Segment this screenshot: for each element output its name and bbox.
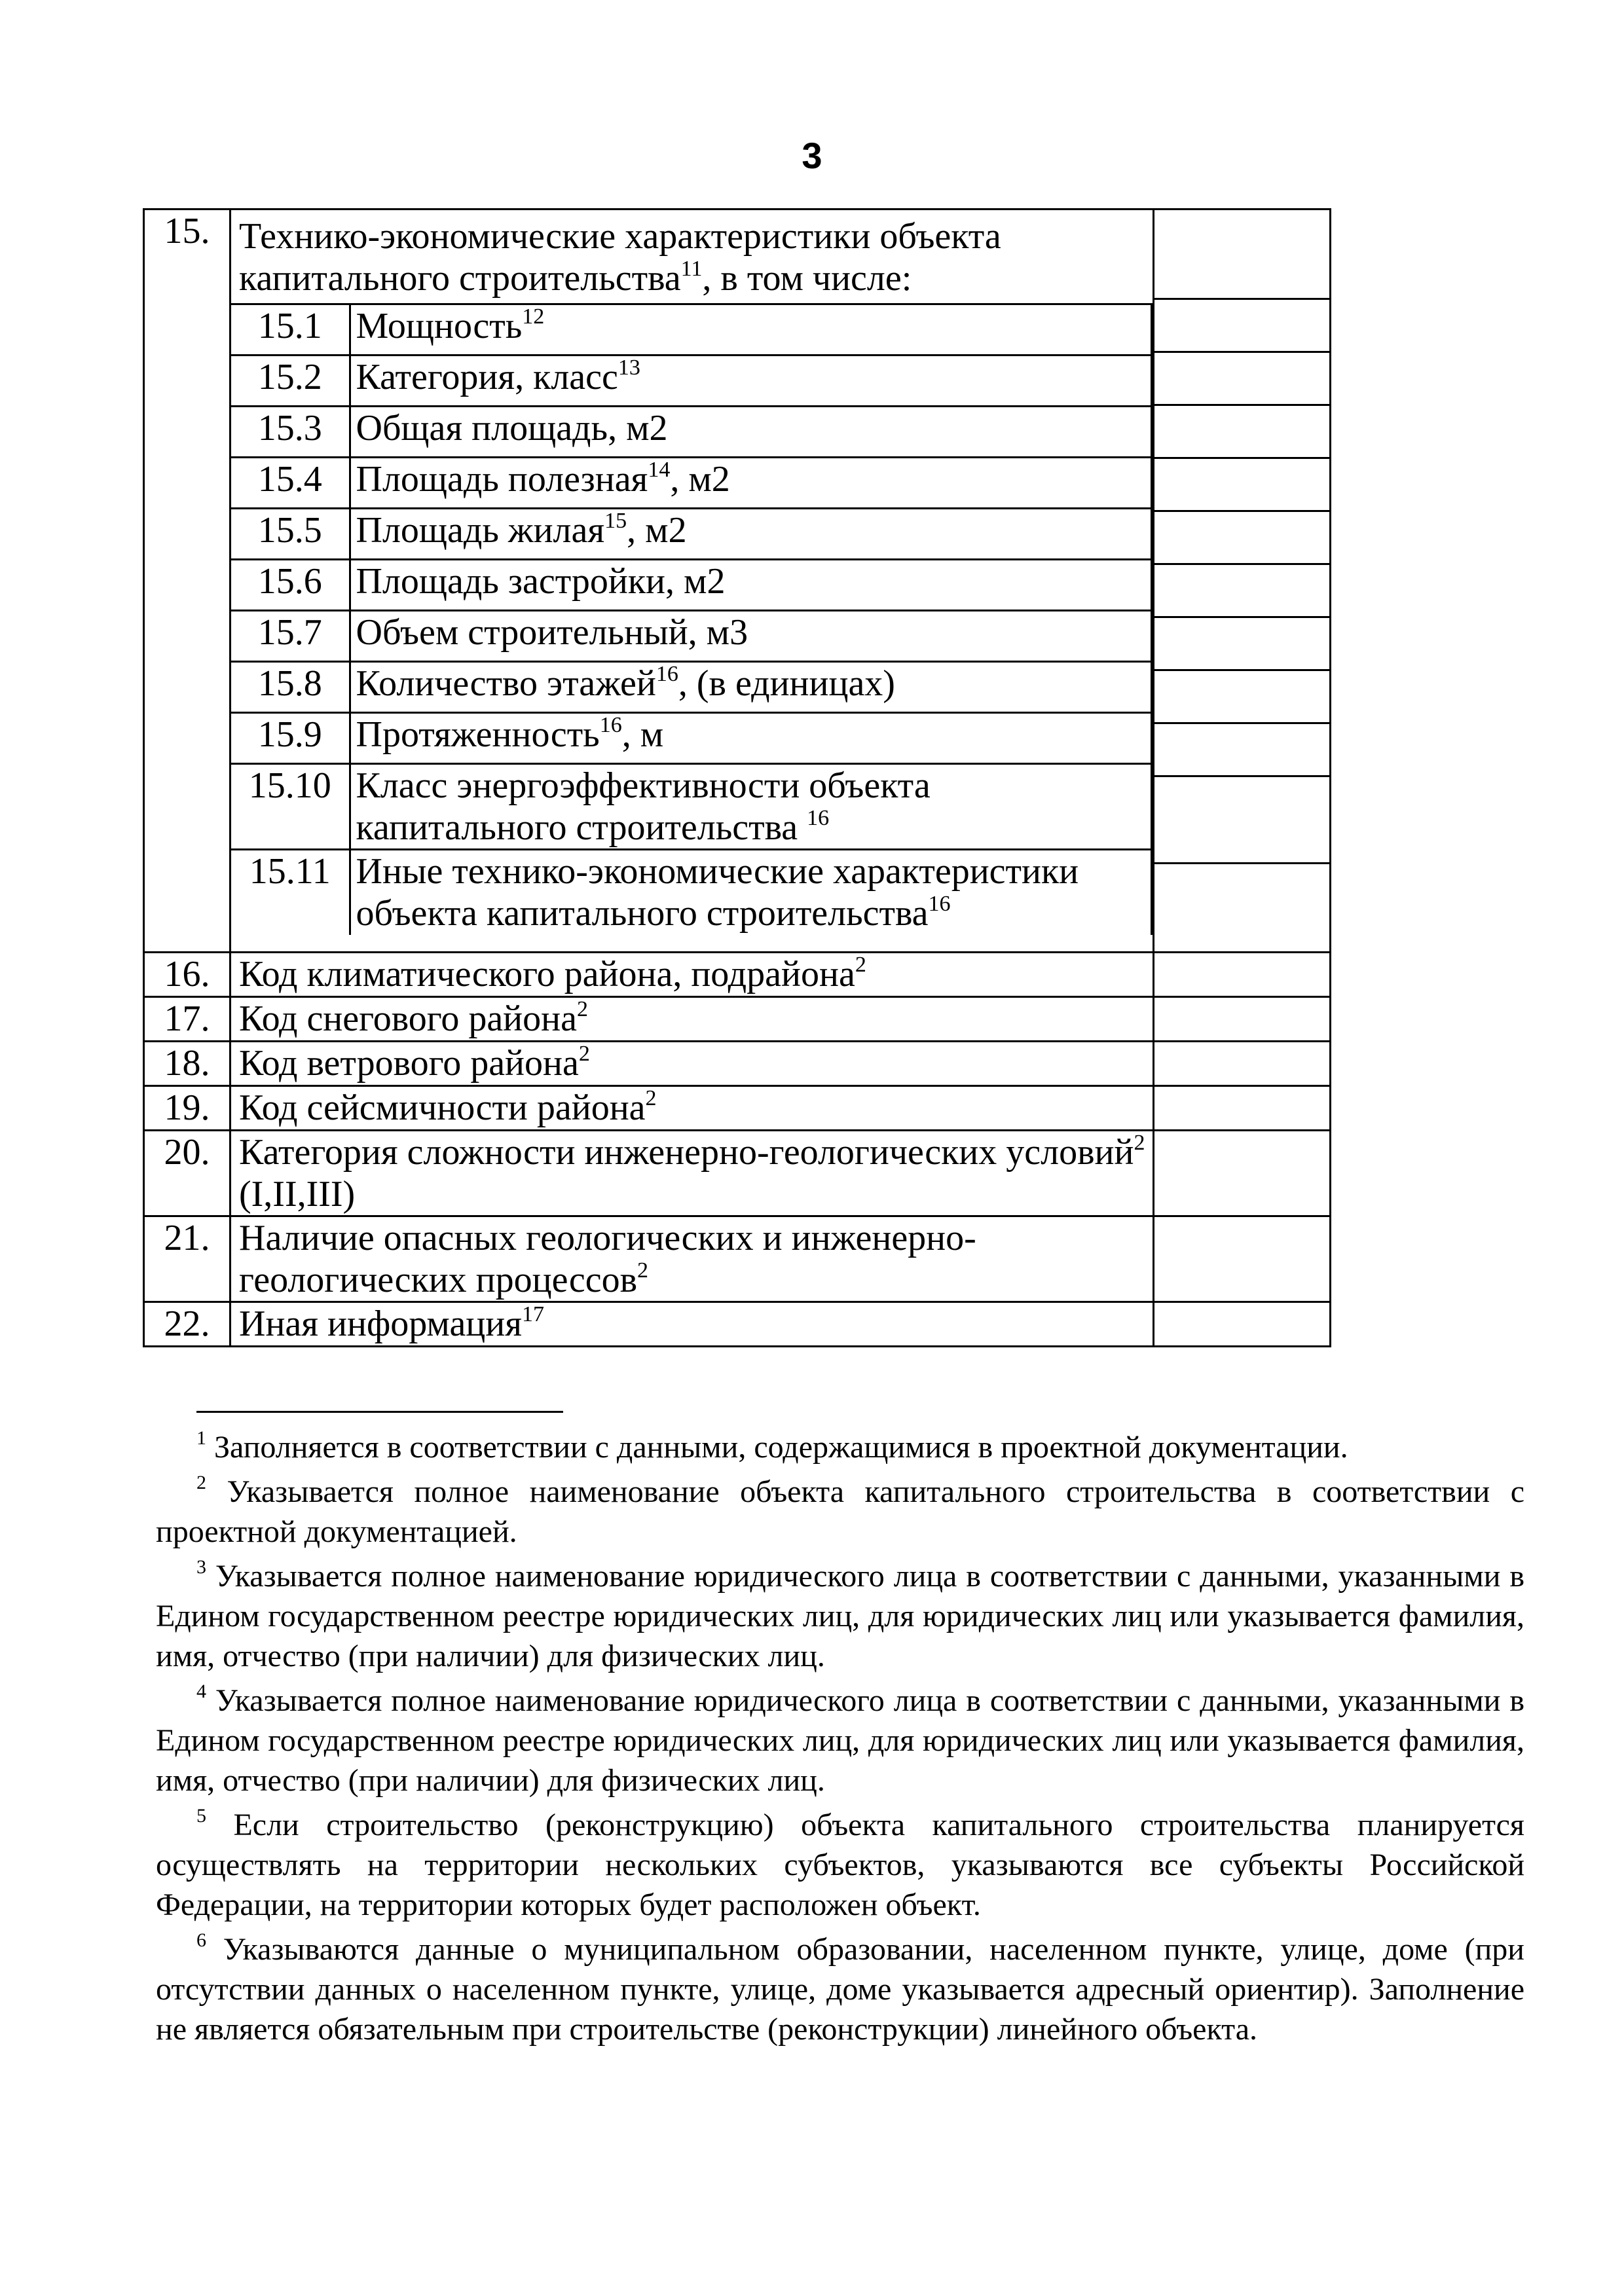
- subitem-label: [350, 458, 1152, 509]
- subitem-number: 15.4: [231, 458, 350, 509]
- label-text: Общая площадь, м2: [356, 408, 668, 448]
- footnote-text: Указывается полное наименование юридического лица в соответствии с данными, указанными в Едином государственном реестре юридических лиц, для юридических лиц или указывается фамилия, имя, отчество (при наличии) для физических лиц.: [156, 1683, 1524, 1798]
- row-label: [231, 210, 1154, 953]
- footnote-ref: 14: [648, 458, 671, 482]
- footnote-ref: 17: [522, 1302, 545, 1326]
- subitem-number: 15.2: [231, 355, 350, 407]
- footnote: [156, 1556, 1524, 1676]
- label-text: Код ветрового района: [239, 1043, 579, 1084]
- value-cell[interactable]: [1154, 1302, 1331, 1347]
- row-number: 18.: [144, 1042, 231, 1086]
- subitem-row: [231, 407, 1152, 458]
- footnote-mark: 1: [196, 1427, 206, 1449]
- row-number: 22.: [144, 1302, 231, 1347]
- label-text: Площадь застройки, м2: [356, 561, 726, 602]
- value-cell[interactable]: [1154, 210, 1331, 953]
- subitem-value-cell[interactable]: [1154, 777, 1329, 864]
- label-suffix: , м2: [670, 459, 730, 500]
- subitem-row: [231, 713, 1152, 764]
- label-text: Объем строительный, м3: [356, 612, 748, 653]
- footnote: [156, 1472, 1524, 1552]
- value-cell[interactable]: [1154, 1042, 1331, 1086]
- value-cell[interactable]: [1154, 1216, 1331, 1302]
- subitem-label: [350, 850, 1152, 935]
- footnote: [156, 1805, 1524, 1925]
- subitem-row: [231, 850, 1152, 935]
- subitem-label: [350, 662, 1152, 713]
- label-text: Количество этажей: [356, 663, 656, 704]
- subitem-row: [231, 509, 1152, 560]
- subitem-number: 15.8: [231, 662, 350, 713]
- row-label: [231, 1131, 1154, 1216]
- label-text: Наличие опасных геологических и инженерно-геологических процессов: [239, 1218, 976, 1300]
- table-row: [144, 1042, 1331, 1086]
- row-title: Технико-экономические характеристики объекта капитального строительства$^{11}$, в том числе:: [239, 216, 1001, 299]
- footnote-mark: 4: [196, 1681, 206, 1702]
- subitem-value-cell[interactable]: [1154, 864, 1329, 951]
- footnote-ref: 2: [855, 953, 866, 977]
- footnote-text: Указывается полное наименование объекта капитального строительства в соответствии с проектной документацией.: [156, 1474, 1524, 1549]
- footnote-ref: 12: [522, 304, 545, 329]
- footnote-ref: 2: [576, 997, 588, 1021]
- subitem-value-cell[interactable]: [1154, 459, 1329, 512]
- footnote-ref: 15: [604, 509, 627, 533]
- subitem-number: 15.11: [231, 850, 350, 935]
- subitem-number: 15.10: [231, 764, 350, 850]
- table-row: [144, 210, 1331, 953]
- footnote: [156, 1681, 1524, 1800]
- table-row: [144, 1131, 1331, 1216]
- subitem-number: 15.7: [231, 611, 350, 662]
- label-suffix: , (в единицах): [678, 663, 895, 704]
- row-number: 20.: [144, 1131, 231, 1216]
- row-label: [231, 1086, 1154, 1131]
- footnote-text: Указываются данные о муниципальном образовании, населенном пункте, улице, доме (при отсутствии данных о населенном пункте, улице, доме указывается адресный ориентир). Заполнение не является обязательным при строительстве (реконструкции) линейного объекта.: [156, 1932, 1524, 2047]
- value-cell[interactable]: [1154, 953, 1331, 997]
- footnote-text: Заполняется в соответствии с данными, содержащимися в проектной документации.: [206, 1430, 1348, 1465]
- subitem-value-cell[interactable]: [1154, 618, 1329, 671]
- footnote-text: Указывается полное наименование юридического лица в соответствии с данными, указанными в Едином государственном реестре юридических лиц, для юридических лиц или указывается фамилия, имя, отчество (при наличии) для физических лиц.: [156, 1559, 1524, 1673]
- label-text: Код снегового района: [239, 998, 577, 1039]
- footnote-ref: 16: [928, 892, 951, 916]
- footnote-ref: 16: [655, 662, 678, 686]
- subitem-value-cell[interactable]: [1154, 671, 1329, 724]
- row-number: 16.: [144, 953, 231, 997]
- subitem-row: [231, 611, 1152, 662]
- footnote: [156, 1427, 1524, 1467]
- row-label: [231, 997, 1154, 1042]
- footnote-mark: 5: [196, 1805, 206, 1827]
- subitem-row: [231, 560, 1152, 611]
- footnote-mark: 6: [196, 1929, 206, 1951]
- subitem-label: [350, 560, 1152, 611]
- subitem-number: 15.3: [231, 407, 350, 458]
- subitem-row: [231, 304, 1152, 355]
- label-text: Иные технико-экономические характеристики объекта капитального строительства: [356, 851, 1079, 934]
- subitem-label: [350, 764, 1152, 850]
- subitem-row: [231, 458, 1152, 509]
- subitem-value-cell[interactable]: [1154, 353, 1329, 406]
- footnote-ref: 16: [599, 713, 622, 737]
- subitem-label: [350, 713, 1152, 764]
- value-cell[interactable]: [1154, 1086, 1331, 1131]
- row-number: 17.: [144, 997, 231, 1042]
- subitem-row: [231, 764, 1152, 850]
- subitem-label: [350, 611, 1152, 662]
- label-text: Категория сложности инженерно-геологических условий: [239, 1132, 1134, 1173]
- subitem-number: 15.5: [231, 509, 350, 560]
- table-row: [144, 953, 1331, 997]
- footnotes: [156, 1427, 1524, 2054]
- footnote-ref: 2: [578, 1042, 590, 1066]
- subitem-label: [350, 304, 1152, 355]
- label-suffix: (I,II,III): [239, 1174, 356, 1214]
- row-number: 19.: [144, 1086, 231, 1131]
- subitem-value-cell[interactable]: [1154, 565, 1329, 618]
- row-label: [231, 1042, 1154, 1086]
- label-suffix: , м2: [627, 510, 687, 551]
- row-label: [231, 1216, 1154, 1302]
- footnote-separator: [196, 1411, 563, 1413]
- subitem-value-cell[interactable]: [1154, 406, 1329, 459]
- subitem-value-cell[interactable]: [1154, 724, 1329, 777]
- footnote: [156, 1929, 1524, 2049]
- footnote-ref: 2: [645, 1086, 657, 1110]
- value-cell[interactable]: [1154, 997, 1331, 1042]
- label-text: Код сейсмичности района: [239, 1087, 646, 1128]
- label-suffix: , м: [621, 714, 664, 755]
- label-text: Класс энергоэффективности объекта капитального строительства: [356, 765, 931, 848]
- row-number: 15.: [144, 210, 231, 953]
- subitem-label: [350, 355, 1152, 407]
- table-row: [144, 997, 1331, 1042]
- footnote-mark: 3: [196, 1556, 206, 1578]
- table-row: [144, 1302, 1331, 1347]
- row-label: [231, 953, 1154, 997]
- label-text: Площадь жилая: [356, 510, 605, 551]
- label-text: Протяженность: [356, 714, 600, 755]
- row-label: [231, 1302, 1154, 1347]
- footnote-text: Если строительство (реконструкцию) объекта капитального строительства планируется осуществлять на территории нескольких субъектов, указываются все субъекты Российской Федерации, на территории которых будет расположен объект.: [156, 1808, 1524, 1922]
- subitem-number: 15.9: [231, 713, 350, 764]
- subitem-label: [350, 509, 1152, 560]
- subitem-number: 15.6: [231, 560, 350, 611]
- table-row: [144, 1216, 1331, 1302]
- page-number: 3: [802, 135, 822, 176]
- table-row: [144, 1086, 1331, 1131]
- row-number: 21.: [144, 1216, 231, 1302]
- value-cell[interactable]: [1154, 1131, 1331, 1216]
- label-text: Иная информация: [239, 1303, 523, 1344]
- subitem-value-cell[interactable]: [1154, 512, 1329, 565]
- subitem-row: [231, 355, 1152, 407]
- subitem-value-cell[interactable]: [1154, 300, 1329, 353]
- footnote-ref: 16: [807, 806, 830, 830]
- subitem-row: [231, 662, 1152, 713]
- footnote-mark: 2: [196, 1472, 206, 1493]
- label-text: Код климатического района, подрайона: [239, 954, 855, 994]
- footnote-ref: 13: [618, 355, 640, 380]
- characteristics-table: [143, 208, 1331, 1347]
- label-text: Категория, класс: [356, 357, 618, 397]
- footnote-ref: 2: [637, 1258, 649, 1283]
- label-text: Площадь полезная: [356, 459, 648, 500]
- subitems-table: [231, 303, 1153, 935]
- subitem-number: 15.1: [231, 304, 350, 355]
- label-text: Мощность: [356, 306, 523, 346]
- footnote-ref: 2: [1134, 1131, 1145, 1155]
- subitem-label: [350, 407, 1152, 458]
